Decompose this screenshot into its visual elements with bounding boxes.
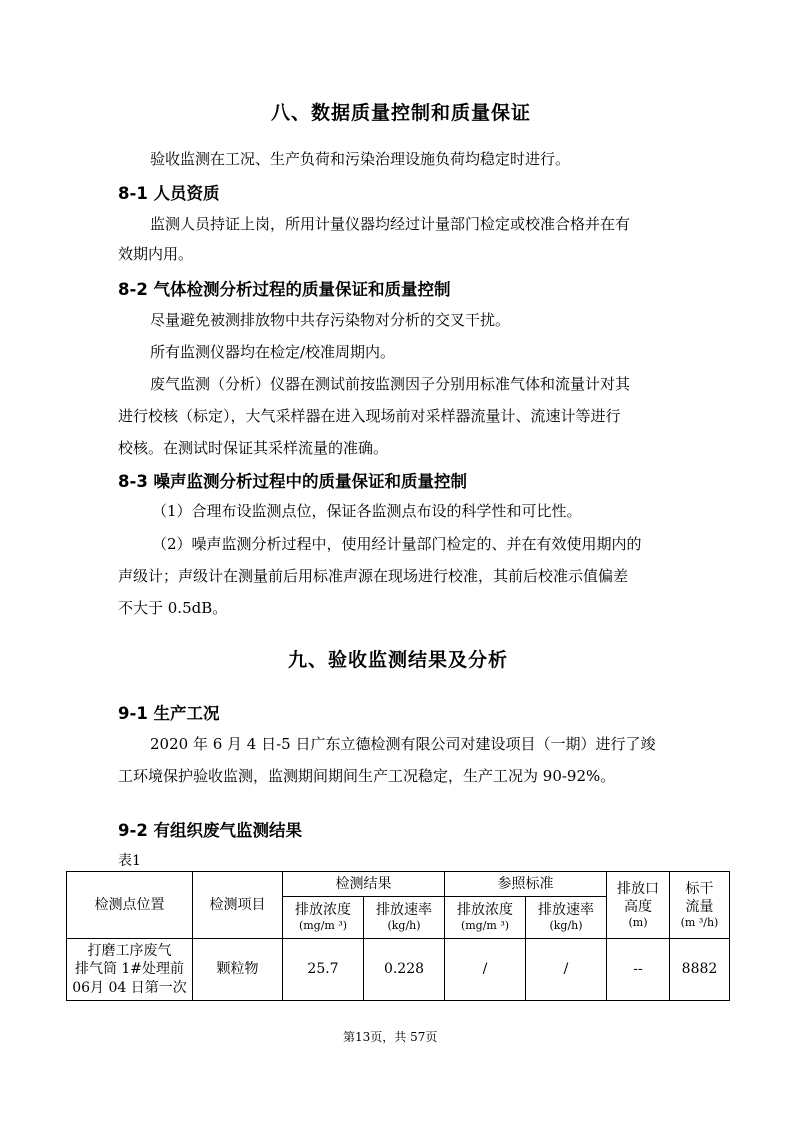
header-result-rate-label: 排放速率 <box>376 902 432 919</box>
header-standard-conc-label: 排放浓度 <box>457 902 513 919</box>
section-9-title: 九、验收监测结果及分析 <box>288 649 509 671</box>
paragraph-8-3-p2-line3: 不大于 0.5dB。 <box>118 599 228 617</box>
header-group-result: 检测结果 <box>283 872 445 897</box>
header-standard-rate-label: 排放速率 <box>538 902 594 919</box>
table-row <box>67 939 730 1001</box>
header-standard-conc-unit: (mg/m ³) <box>460 919 510 933</box>
heading-9-1: 9-1 生产工况 <box>118 704 220 723</box>
table-caption: 表1 <box>118 853 141 869</box>
header-result-conc-label: 排放浓度 <box>295 902 351 919</box>
header-standard-rate <box>526 897 607 939</box>
header-outlet-unit: (m) <box>628 916 648 930</box>
cell-item: 颗粒物 <box>193 939 283 1001</box>
paragraph-8-2-p1: 尽量避免被测排放物中共存污染物对分析的交叉干扰。 <box>150 311 511 329</box>
cell-location-line2: 排气筒 1#处理前 <box>74 961 185 978</box>
cell-location-line1: 打磨工序废气 <box>87 943 172 960</box>
header-outlet-label-line1: 排放口 <box>617 880 659 897</box>
cell-rate: 0.228 <box>364 939 445 1001</box>
paragraph-8-2-p2: 所有监测仪器均在检定/校准周期内。 <box>150 343 396 361</box>
heading-9-2: 9-2 有组织废气监测结果 <box>118 821 303 840</box>
cell-conc: 25.7 <box>283 939 364 1001</box>
page-footer: 第13页，共 57页 <box>343 1030 438 1044</box>
cell-flow: 8882 <box>670 939 730 1001</box>
section-8-title: 八、数据质量控制和质量保证 <box>271 102 532 124</box>
paragraph-8-2-p3-line2: 进行校核（标定），大气采样器在进入现场前对采样器流量计、流速计等进行 <box>118 407 621 425</box>
paragraph-8-3-p2-line2: 声级计；声级计在测量前后用标准声源在现场进行校准，其前后校准示值偏差 <box>118 567 629 585</box>
header-item: 检测项目 <box>193 872 283 939</box>
header-result-conc-unit: (mg/m ³) <box>298 919 348 933</box>
cell-std-conc: / <box>445 939 526 1001</box>
header-flow-unit: (m ³/h) <box>680 916 719 930</box>
header-result-conc <box>283 897 364 939</box>
header-flow <box>670 872 730 939</box>
header-flow-label-line2: 流量 <box>685 898 714 915</box>
heading-8-1: 8-1 人员资质 <box>118 184 220 203</box>
heading-8-2: 8-2 气体检测分析过程的质量保证和质量控制 <box>118 280 451 299</box>
header-location: 检测点位置 <box>67 872 193 939</box>
cell-location <box>67 939 193 1001</box>
header-standard-conc <box>445 897 526 939</box>
header-result-rate <box>364 897 445 939</box>
paragraph-8-3-p1: （1）合理布设监测点位，保证各监测点布设的科学性和可比性。 <box>152 502 582 520</box>
header-group-standard: 参照标准 <box>445 872 607 897</box>
cell-outlet-height: -- <box>607 939 670 1001</box>
section-8-intro: 验收监测在工况、生产负荷和污染治理设施负荷均稳定时进行。 <box>150 150 571 168</box>
paragraph-8-1-line1: 监测人员持证上岗，所用计量仪器均经过计量部门检定或校准合格并在有 <box>150 215 631 233</box>
paragraph-9-1-line1: 2020 年 6 月 4 日-5 日广东立德检测有限公司对建设项目（一期）进行了竣 <box>150 735 656 753</box>
paragraph-8-2-p3-line1: 废气监测（分析）仪器在测试前按监测因子分别用标准气体和流量计对其 <box>150 375 631 393</box>
header-flow-label-line1: 标干 <box>685 880 714 897</box>
paragraph-9-1-line2: 工环境保护验收监测，监测期间期间生产工况稳定，生产工况为 90-92%。 <box>118 767 616 785</box>
cell-location-line3: 06月 04 日第一次 <box>72 979 187 996</box>
paragraph-8-2-p3-line3: 校核。在测试时保证其采样流量的准确。 <box>118 439 389 457</box>
header-outlet-label-line2: 高度 <box>624 898 652 915</box>
cell-std-rate: / <box>526 939 607 1001</box>
paragraph-8-3-p2-line1: （2）噪声监测分析过程中，使用经计量部门检定的、并在有效使用期内的 <box>152 535 642 553</box>
emissions-table <box>66 871 730 1001</box>
header-outlet-height <box>607 872 670 939</box>
header-result-rate-unit: (kg/h) <box>387 919 421 933</box>
header-standard-rate-unit: (kg/h) <box>549 919 583 933</box>
heading-8-3: 8-3 噪声监测分析过程中的质量保证和质量控制 <box>118 472 468 491</box>
paragraph-8-1-line2: 效期内用。 <box>118 245 194 263</box>
